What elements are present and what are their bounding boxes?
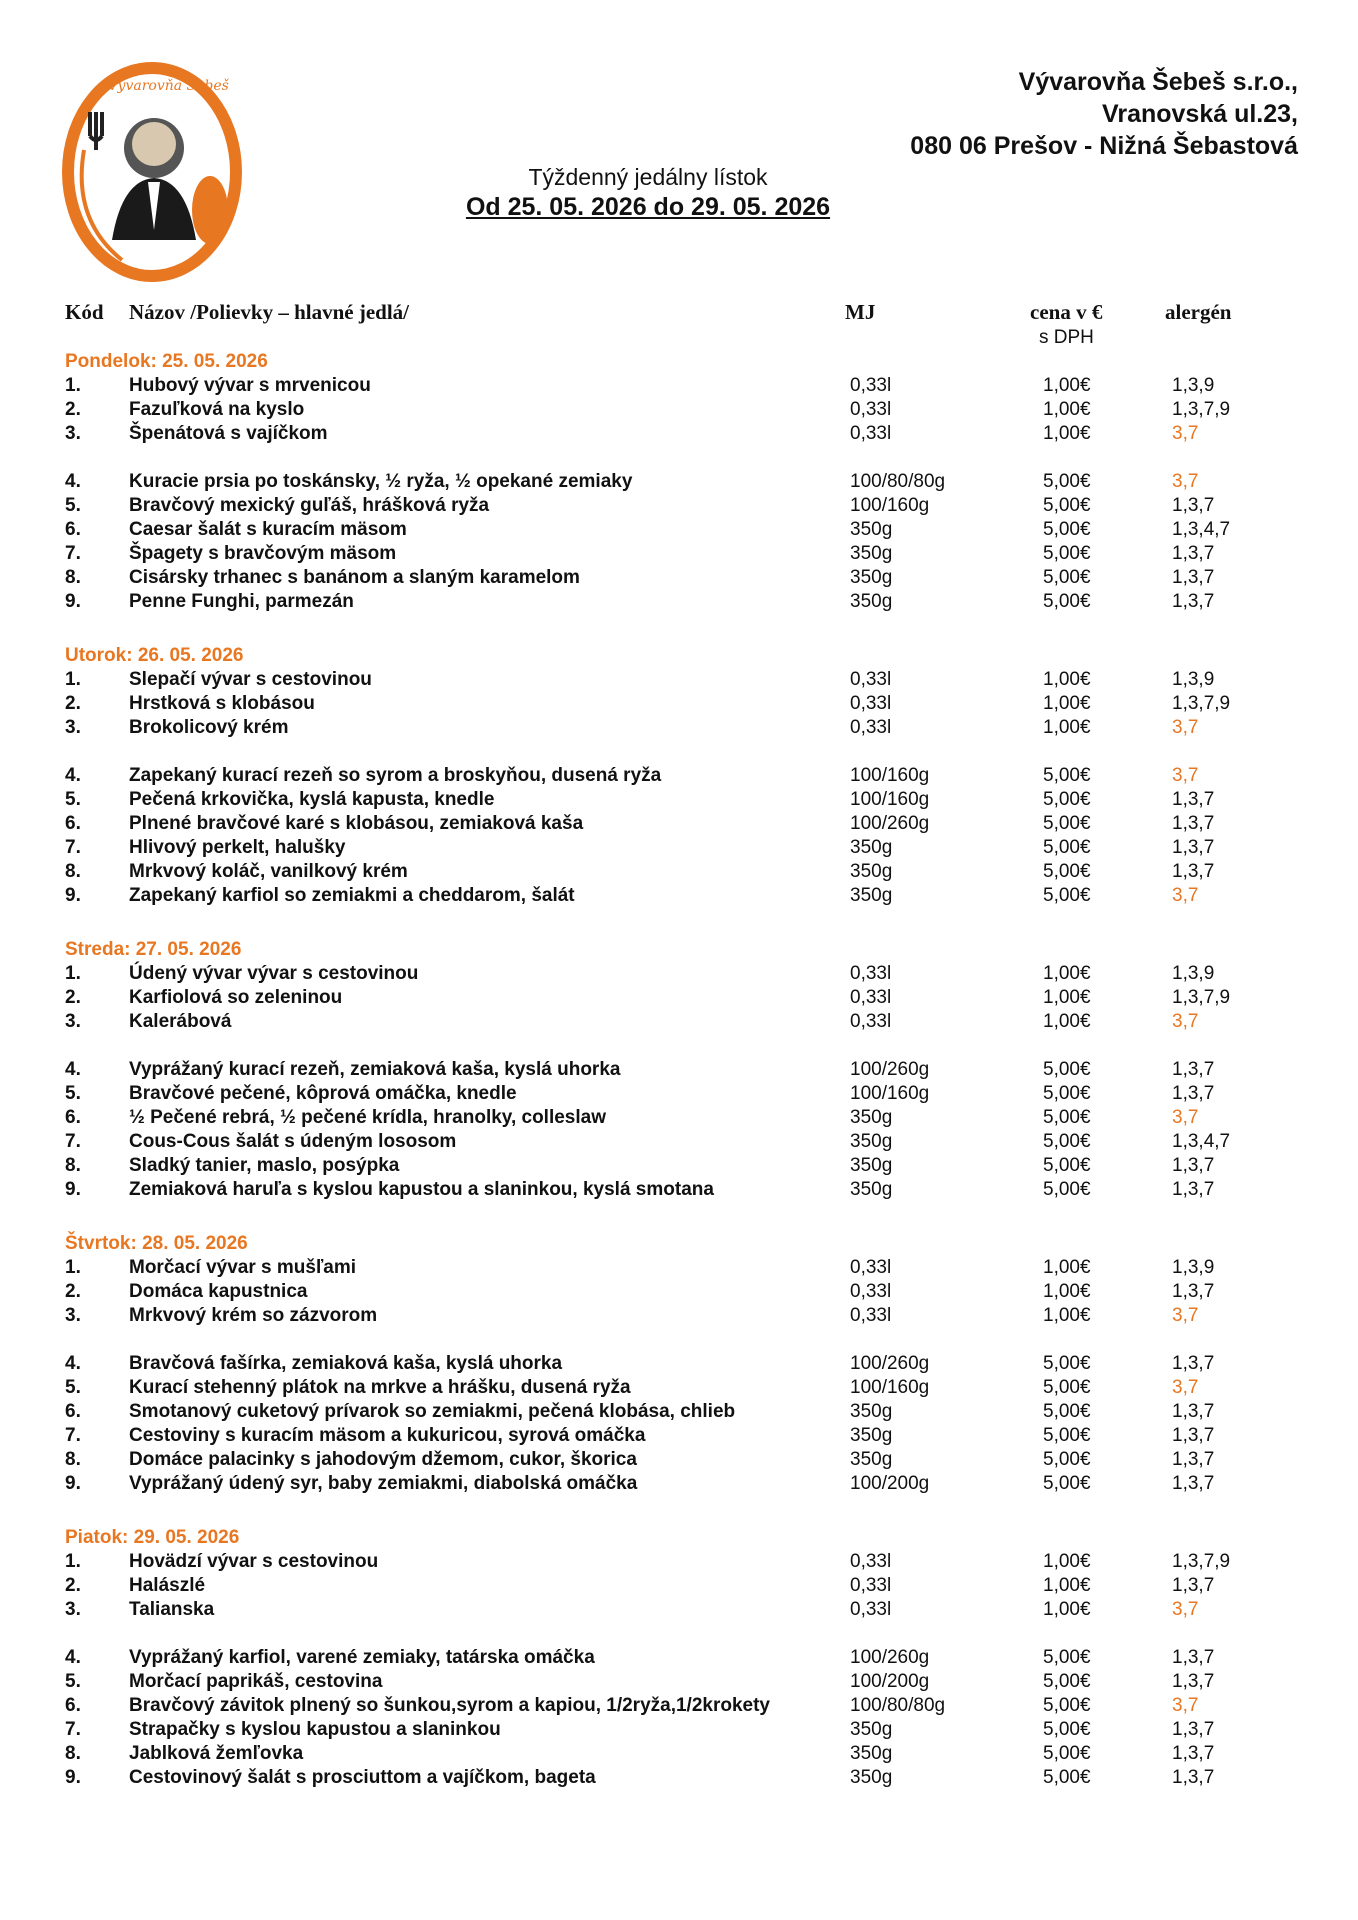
item-name: Halászlé [129,1575,206,1596]
menu-item-row [65,1058,1305,1082]
item-code: 4. [65,765,81,786]
item-allergens: 1,3,9 [1172,963,1215,984]
item-name: Brokolicový krém [129,717,289,738]
item-name: Vyprážaný karfiol, varené zemiaky, tatárska omáčka [129,1647,595,1668]
item-allergens: 1,3,7 [1172,1179,1215,1200]
item-code: 1. [65,375,81,396]
day-title: Piatok: 29. 05. 2026 [65,1527,240,1548]
item-price: 5,00€ [1043,1107,1091,1128]
item-code: 7. [65,543,81,564]
menu-item-row [65,986,1305,1010]
menu-item-row [65,1280,1305,1304]
item-unit: 350g [850,1401,893,1422]
item-name: Hlivový perkelt, halušky [129,837,346,858]
item-price: 1,00€ [1043,1599,1091,1620]
item-price: 5,00€ [1043,1695,1091,1716]
menu-item-row [65,494,1305,518]
item-allergens: 1,3,7 [1172,543,1215,564]
col-header-nazov: Názov /Polievky – hlavné jedlá/ [129,300,409,324]
item-name: Hubový vývar s mrvenicou [129,375,371,396]
item-unit: 350g [850,1425,893,1446]
item-price: 5,00€ [1043,861,1091,882]
item-code: 2. [65,1575,81,1596]
item-unit: 0,33l [850,1305,892,1326]
item-allergens: 1,3,7 [1172,1059,1215,1080]
item-price: 5,00€ [1043,591,1091,612]
item-code: 1. [65,669,81,690]
item-price: 1,00€ [1043,1011,1091,1032]
day-section [65,938,1305,1232]
menu-item-row [65,1472,1305,1496]
item-price: 5,00€ [1043,1767,1091,1788]
day-title: Pondelok: 25. 05. 2026 [65,351,268,372]
item-unit: 0,33l [850,669,892,690]
item-name: Smotanový cuketový prívarok so zemiakmi, pečená klobása, chlieb [129,1401,736,1422]
menu-item-row [65,1574,1305,1598]
menu-item-row [65,470,1305,494]
menu-item-row [65,1400,1305,1424]
item-allergens: 1,3,7 [1172,1401,1215,1422]
item-price: 5,00€ [1043,813,1091,834]
item-allergens: 1,3,7 [1172,1575,1215,1596]
item-allergens: 1,3,7 [1172,1671,1215,1692]
item-allergens: 1,3,7 [1172,1155,1215,1176]
menu-item-row [65,398,1305,422]
item-name: ½ Pečené rebrá, ½ pečené krídla, hranolky, colleslaw [129,1107,606,1128]
item-allergens: 1,3,7 [1172,1719,1215,1740]
item-unit: 0,33l [850,1575,892,1596]
item-price: 5,00€ [1043,1719,1091,1740]
item-unit: 0,33l [850,693,892,714]
item-allergens: 1,3,9 [1172,375,1215,396]
item-allergens: 1,3,7 [1172,1473,1215,1494]
menu-item-row [65,374,1305,398]
item-price: 5,00€ [1043,495,1091,516]
item-unit: 350g [850,543,893,564]
item-unit: 100/160g [850,789,930,810]
item-unit: 100/160g [850,495,930,516]
item-allergens: 1,3,9 [1172,669,1215,690]
menu-item-row [65,716,1305,740]
menu-item-row [65,860,1305,884]
menu-item-row [65,764,1305,788]
item-allergens: 1,3,7 [1172,1743,1215,1764]
menu-item-row [65,1550,1305,1574]
menu-item-row [65,1256,1305,1280]
item-allergens: 3,7 [1172,423,1199,444]
weekly-menu [65,350,1305,1820]
item-name: Sladký tanier, maslo, posýpka [129,1155,400,1176]
item-allergens: 1,3,7 [1172,813,1215,834]
item-price: 1,00€ [1043,987,1091,1008]
company-name: Vývarovňa Šebeš s.r.o., [1018,68,1298,96]
item-name: Špenátová s vajíčkom [129,423,328,444]
item-unit: 350g [850,591,893,612]
menu-item-row [65,788,1305,812]
item-code: 6. [65,1401,81,1422]
item-price: 5,00€ [1043,1155,1091,1176]
item-code: 5. [65,1083,81,1104]
item-code: 7. [65,1131,81,1152]
item-price: 5,00€ [1043,1131,1091,1152]
item-allergens: 1,3,7 [1172,1767,1215,1788]
item-price: 5,00€ [1043,1353,1091,1374]
item-allergens: 3,7 [1172,1377,1199,1398]
item-code: 2. [65,693,81,714]
item-unit: 100/200g [850,1473,930,1494]
item-name: Kurací stehenný plátok na mrkve a hrášku, dusená ryža [129,1377,631,1398]
item-unit: 350g [850,519,893,540]
item-code: 4. [65,1353,81,1374]
item-unit: 100/80/80g [850,471,946,492]
item-unit: 0,33l [850,1257,892,1278]
item-name: Bravčová fašírka, zemiaková kaša, kyslá uhorka [129,1353,563,1374]
menu-item-row [65,962,1305,986]
item-unit: 100/260g [850,1353,930,1374]
item-price: 1,00€ [1043,693,1091,714]
item-unit: 350g [850,1155,893,1176]
day-section [65,644,1305,938]
item-unit: 350g [850,1131,893,1152]
menu-item-row [65,1424,1305,1448]
item-code: 5. [65,1377,81,1398]
item-unit: 0,33l [850,963,892,984]
company-city: 080 06 Prešov - Nižná Šebastová [910,132,1298,160]
item-unit: 0,33l [850,987,892,1008]
company-street: Vranovská ul.23, [1102,100,1298,128]
item-price: 1,00€ [1043,717,1091,738]
item-price: 5,00€ [1043,1473,1091,1494]
item-name: Penne Funghi, parmezán [129,591,354,612]
item-unit: 350g [850,1767,893,1788]
item-code: 3. [65,423,81,444]
item-allergens: 1,3,7 [1172,861,1215,882]
item-unit: 350g [850,1179,893,1200]
menu-item-row [65,812,1305,836]
menu-title [428,162,868,222]
day-section [65,350,1305,644]
menu-date-range: Od 25. 05. 2026 do 29. 05. 2026 [465,193,831,221]
item-price: 5,00€ [1043,1671,1091,1692]
item-name: Fazuľková na kyslo [129,399,305,420]
item-code: 6. [65,1695,81,1716]
item-name: Domáce palacinky s jahodovým džemom, cukor, škorica [129,1449,637,1470]
item-name: Plnené bravčové karé s klobásou, zemiaková kaša [129,813,584,834]
item-allergens: 3,7 [1172,885,1199,906]
menu-item-row [65,836,1305,860]
item-unit: 350g [850,1449,893,1470]
item-allergens: 3,7 [1172,1695,1199,1716]
item-price: 5,00€ [1043,1743,1091,1764]
item-price: 1,00€ [1043,399,1091,420]
item-allergens: 1,3,7 [1172,495,1215,516]
item-price: 5,00€ [1043,1449,1091,1470]
col-header-mj: MJ [845,300,876,324]
item-code: 2. [65,399,81,420]
item-allergens: 3,7 [1172,1107,1199,1128]
day-title: Štvrtok: 28. 05. 2026 [65,1233,248,1254]
item-price: 1,00€ [1043,1551,1091,1572]
item-price: 1,00€ [1043,1575,1091,1596]
item-name: Bravčový mexický guľáš, hrášková ryža [129,495,490,516]
item-code: 7. [65,1719,81,1740]
item-unit: 0,33l [850,399,892,420]
menu-item-row [65,1718,1305,1742]
col-header-cena-sub: s DPH [1039,327,1094,348]
menu-item-row [65,1178,1305,1202]
menu-item-row [65,1130,1305,1154]
item-code: 2. [65,987,81,1008]
item-price: 1,00€ [1043,669,1091,690]
item-allergens: 1,3,7 [1172,789,1215,810]
menu-item-row [65,1082,1305,1106]
item-code: 5. [65,1671,81,1692]
menu-item-row [65,566,1305,590]
item-price: 5,00€ [1043,1059,1091,1080]
menu-item-row [65,422,1305,446]
item-name: Cestoviny s kuracím mäsom a kukuricou, syrová omáčka [129,1425,646,1446]
company-logo [62,60,242,282]
item-name: Slepačí vývar s cestovinou [129,669,372,690]
item-allergens: 1,3,7 [1172,1425,1215,1446]
item-unit: 100/160g [850,1377,930,1398]
item-price: 5,00€ [1043,837,1091,858]
item-code: 3. [65,1599,81,1620]
item-name: Talianska [129,1599,215,1620]
item-unit: 350g [850,885,893,906]
item-code: 3. [65,1305,81,1326]
item-code: 3. [65,717,81,738]
item-price: 5,00€ [1043,471,1091,492]
item-unit: 350g [850,567,893,588]
item-name: Bravčové pečené, kôprová omáčka, knedle [129,1083,517,1104]
item-price: 5,00€ [1043,765,1091,786]
item-unit: 0,33l [850,717,892,738]
item-allergens: 1,3,7,9 [1172,1551,1231,1572]
company-address [910,66,1298,162]
item-name: Domáca kapustnica [129,1281,308,1302]
menu-item-row [65,1598,1305,1622]
menu-item-row [65,692,1305,716]
item-price: 5,00€ [1043,1401,1091,1422]
item-code: 9. [65,1179,81,1200]
item-name: Pečená krkovička, kyslá kapusta, knedle [129,789,495,810]
item-unit: 350g [850,1719,893,1740]
menu-item-row [65,1742,1305,1766]
menu-item-row [65,1448,1305,1472]
logo-text: Vývarovňa Šebeš [108,78,229,94]
item-price: 5,00€ [1043,543,1091,564]
day-section [65,1232,1305,1526]
menu-item-row [65,1694,1305,1718]
item-allergens: 1,3,4,7 [1172,1131,1231,1152]
item-unit: 100/260g [850,1647,930,1668]
item-code: 8. [65,1743,81,1764]
col-header-kod: Kód [65,300,104,324]
item-code: 3. [65,1011,81,1032]
item-code: 6. [65,813,81,834]
item-price: 5,00€ [1043,885,1091,906]
logo-graphic [62,60,242,282]
item-name: Vyprážaný údený syr, baby zemiakmi, diabolská omáčka [129,1473,638,1494]
item-allergens: 1,3,4,7 [1172,519,1231,540]
menu-item-row [65,1106,1305,1130]
item-unit: 0,33l [850,1011,892,1032]
day-title: Utorok: 26. 05. 2026 [65,645,244,666]
item-code: 5. [65,495,81,516]
item-unit: 100/260g [850,1059,930,1080]
item-name: Cous-Cous šalát s údeným lososom [129,1131,457,1152]
item-name: Bravčový závitok plnený so šunkou,syrom a kapiou, 1/2ryža,1/2krokety [129,1695,770,1716]
item-name: Cestovinový šalát s prosciuttom a vajíčkom, bageta [129,1767,596,1788]
menu-item-row [65,1352,1305,1376]
item-allergens: 3,7 [1172,1305,1199,1326]
item-name: Vyprážaný kurací rezeň, zemiaková kaša, kyslá uhorka [129,1059,621,1080]
menu-title-line: Týždenný jedálny lístok [528,164,768,190]
item-price: 1,00€ [1043,963,1091,984]
item-price: 5,00€ [1043,1179,1091,1200]
item-name: Zapekaný karfiol so zemiakmi a cheddarom, šalát [129,885,575,906]
item-allergens: 1,3,7 [1172,1083,1215,1104]
item-allergens: 3,7 [1172,1011,1199,1032]
item-allergens: 1,3,7,9 [1172,693,1231,714]
menu-item-row [65,1766,1305,1790]
item-code: 9. [65,1767,81,1788]
item-name: Zemiaková haruľa s kyslou kapustou a slaninkou, kyslá smotana [129,1179,714,1200]
item-allergens: 1,3,7,9 [1172,399,1231,420]
item-allergens: 1,3,7,9 [1172,987,1231,1008]
item-name: Hovädzí vývar s cestovinou [129,1551,379,1572]
item-allergens: 1,3,7 [1172,1281,1215,1302]
menu-item-row [65,1304,1305,1328]
item-name: Mrkvový koláč, vanilkový krém [129,861,408,882]
item-allergens: 3,7 [1172,1599,1199,1620]
item-name: Špagety s bravčovým mäsom [129,543,397,564]
item-allergens: 1,3,7 [1172,837,1215,858]
item-code: 8. [65,1449,81,1470]
item-price: 5,00€ [1043,1377,1091,1398]
item-code: 8. [65,1155,81,1176]
item-code: 6. [65,519,81,540]
menu-item-row [65,590,1305,614]
item-unit: 0,33l [850,375,892,396]
item-allergens: 3,7 [1172,471,1199,492]
item-code: 8. [65,567,81,588]
item-code: 8. [65,861,81,882]
item-unit: 350g [850,861,893,882]
item-unit: 350g [850,837,893,858]
item-allergens: 1,3,7 [1172,567,1215,588]
item-name: Zapekaný kurací rezeň so syrom a broskyňou, dusená ryža [129,765,662,786]
item-code: 9. [65,591,81,612]
item-unit: 100/160g [850,1083,930,1104]
item-price: 1,00€ [1043,375,1091,396]
item-price: 5,00€ [1043,789,1091,810]
item-allergens: 3,7 [1172,765,1199,786]
item-name: Strapačky s kyslou kapustou a slaninkou [129,1719,501,1740]
item-code: 2. [65,1281,81,1302]
item-name: Kuracie prsia po toskánsky, ½ ryža, ½ opekané zemiaky [129,471,633,492]
item-unit: 350g [850,1743,893,1764]
item-name: Caesar šalát s kuracím mäsom [129,519,407,540]
item-price: 5,00€ [1043,519,1091,540]
item-price: 1,00€ [1043,1305,1091,1326]
item-code: 9. [65,1473,81,1494]
item-name: Karfiolová so zeleninou [129,987,343,1008]
item-unit: 0,33l [850,423,892,444]
menu-item-row [65,518,1305,542]
menu-item-row [65,1154,1305,1178]
item-allergens: 1,3,7 [1172,1449,1215,1470]
item-name: Hrstková s klobásou [129,693,315,714]
item-code: 7. [65,1425,81,1446]
item-unit: 0,33l [850,1281,892,1302]
item-price: 1,00€ [1043,423,1091,444]
col-header-alergen: alergén [1165,300,1232,324]
col-header-cena: cena v € [1030,300,1103,324]
item-price: 1,00€ [1043,1257,1091,1278]
item-allergens: 1,3,7 [1172,1353,1215,1374]
item-name: Morčací paprikáš, cestovina [129,1671,383,1692]
item-allergens: 1,3,7 [1172,1647,1215,1668]
item-name: Mrkvový krém so zázvorom [129,1305,378,1326]
item-unit: 100/200g [850,1671,930,1692]
item-name: Kalerábová [129,1011,232,1032]
menu-item-row [65,668,1305,692]
menu-item-row [65,1376,1305,1400]
item-price: 5,00€ [1043,567,1091,588]
item-code: 9. [65,885,81,906]
item-code: 1. [65,1551,81,1572]
item-name: Jablková žemľovka [129,1743,304,1764]
item-allergens: 1,3,7 [1172,591,1215,612]
item-code: 5. [65,789,81,810]
item-name: Údený vývar vývar s cestovinou [129,963,419,984]
item-price: 5,00€ [1043,1425,1091,1446]
item-price: 5,00€ [1043,1647,1091,1668]
item-code: 7. [65,837,81,858]
item-unit: 0,33l [850,1551,892,1572]
menu-item-row [65,1010,1305,1034]
item-name: Cisársky trhanec s banánom a slaným karamelom [129,567,580,588]
item-unit: 350g [850,1107,893,1128]
item-unit: 100/260g [850,813,930,834]
menu-item-row [65,884,1305,908]
day-title: Streda: 27. 05. 2026 [65,939,242,960]
item-unit: 0,33l [850,1599,892,1620]
menu-item-row [65,1670,1305,1694]
item-code: 6. [65,1107,81,1128]
item-price: 1,00€ [1043,1281,1091,1302]
item-allergens: 3,7 [1172,717,1199,738]
item-allergens: 1,3,9 [1172,1257,1215,1278]
item-unit: 100/160g [850,765,930,786]
menu-item-row [65,542,1305,566]
item-code: 4. [65,1647,81,1668]
menu-item-row [65,1646,1305,1670]
item-price: 5,00€ [1043,1083,1091,1104]
item-unit: 100/80/80g [850,1695,946,1716]
item-code: 1. [65,1257,81,1278]
item-code: 1. [65,963,81,984]
day-section [65,1526,1305,1820]
item-name: Morčací vývar s mušľami [129,1257,356,1278]
item-code: 4. [65,471,81,492]
item-code: 4. [65,1059,81,1080]
